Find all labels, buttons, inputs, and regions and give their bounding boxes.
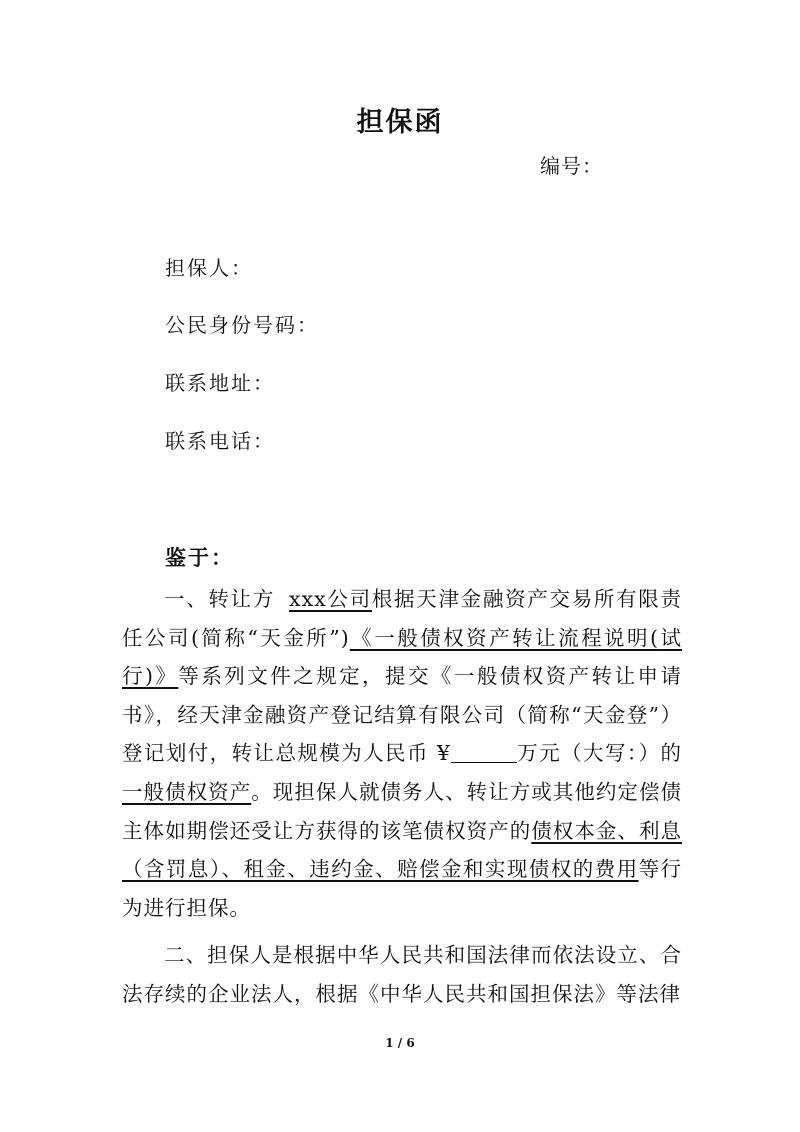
number-label: 编号：: [540, 154, 603, 178]
clause-1-prefix: 一、转让方: [164, 587, 276, 611]
phone-field: 联系电话：: [165, 429, 275, 453]
address-field: 联系地址：: [165, 371, 275, 395]
document-body: [122, 580, 682, 1014]
guarantee-scope: 债权本金、利息（含罚息）、租金、违约金、赔偿金和实现债权的费用: [122, 818, 683, 882]
currency-symbol: ¥: [436, 741, 451, 766]
asset-type: 一般债权资产: [122, 779, 252, 804]
clause-1-text-e: 等行为进行担保。: [122, 857, 683, 920]
page-indicator: 1 / 6: [385, 1036, 415, 1050]
clause-1-text-d: 。现担保人就债务人、转让方或其他约定偿债主体如期偿还受让方获得的该笔债权资产的: [122, 779, 683, 843]
clause-1: [122, 580, 682, 927]
id-number-field: 公民身份号码：: [165, 313, 319, 337]
process-document-name: 《一般债权资产转让流程说明(试行)》: [122, 625, 682, 689]
clause-2: 二、担保人是根据中华人民共和国法律而依法设立、合法存续的企业法人，根据《中华人民共和国担保法》等法律: [122, 943, 682, 1006]
amount-blank: [451, 742, 517, 763]
transferor-name: xxx公司: [289, 587, 372, 611]
clause-1-text-c: 万元（大写：）的: [516, 741, 682, 766]
document-title: 担保函: [356, 107, 444, 138]
guarantor-field: 担保人：: [165, 256, 253, 280]
whereas-heading: 鉴于：: [165, 545, 234, 570]
clause-1-text-b: 等系列文件之规定，提交《一般债权资产转让申请书》，经天津金融资产登记结算有限公司（简称“天金登”）登记划付，转让总规模为人民币: [122, 664, 682, 766]
clause-1-text-a: 根据天津金融资产交易所有限责任公司(简称“天金所”): [122, 587, 683, 650]
